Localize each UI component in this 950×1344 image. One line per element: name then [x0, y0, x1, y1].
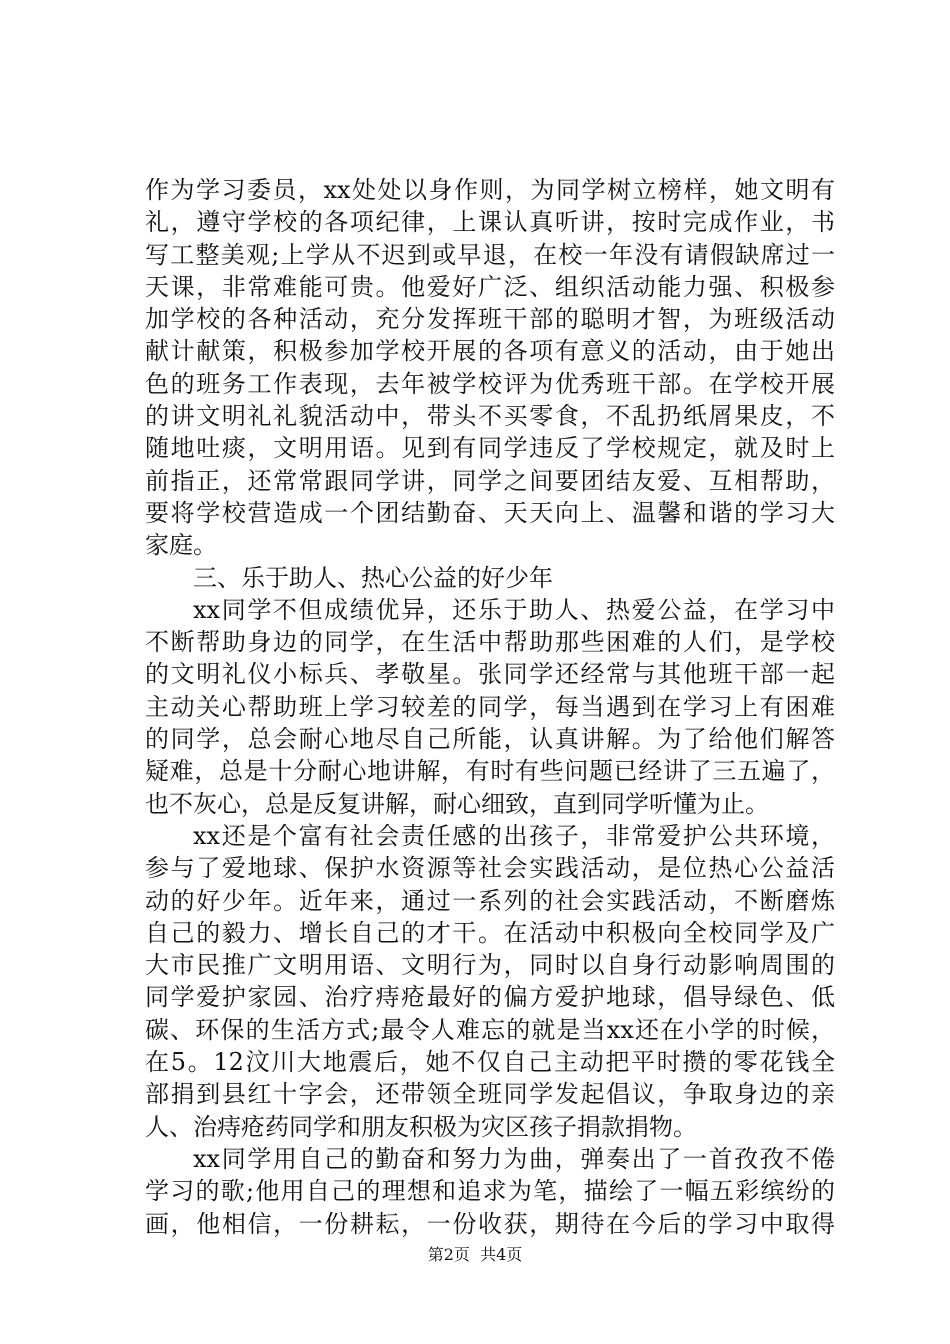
- text-line: 在5。12汶川大地震后，她不仅自己主动把平时攒的零花钱全: [145, 1048, 835, 1077]
- text-line: 的讲文明礼礼貌活动中，带头不买零食，不乱扔纸屑果皮，不: [145, 402, 835, 431]
- text-line: 三、乐于助人、热心公益的好少年: [193, 563, 553, 592]
- text-line: 天课，非常难能可贵。他爱好广泛、组织活动能力强、积极参: [145, 272, 835, 301]
- text-line: 的同学，总会耐心地尽自己所能，认真讲解。为了给他们解答: [145, 725, 835, 754]
- text-line: 的文明礼仪小标兵、孝敬星。张同学还经常与其他班干部一起: [145, 660, 835, 689]
- text-line: xx同学用自己的勤奋和努力为曲，弹奏出了一首孜孜不倦: [193, 1144, 835, 1173]
- page-total: 共4页: [480, 1245, 523, 1264]
- text-line: 礼，遵守学校的各项纪律，上课认真听讲，按时完成作业，书: [145, 208, 835, 237]
- text-line: 画，他相信，一份耕耘，一份收获，期待在今后的学习中取得: [145, 1209, 835, 1238]
- footer-separator: [470, 1245, 480, 1264]
- text-line: 动的好少年。近年来，通过一系列的社会实践活动，不断磨炼: [145, 886, 835, 915]
- text-line: 碳、环保的生活方式;最令人难忘的就是当xx还在小学的时候，: [145, 1015, 835, 1044]
- text-line: 大市民推广文明用语、文明行为，同时以自身行动影响周围的: [145, 951, 835, 980]
- text-line: 自己的毅力、增长自己的才干。在活动中积极向全校同学及广: [145, 918, 835, 947]
- text-line: 同学爱护家园、治疗痔疮最好的偏方爱护地球，倡导绿色、低: [145, 983, 835, 1012]
- text-line: 献计献策，积极参加学校开展的各项有意义的活动，由于她出: [145, 337, 835, 366]
- text-line: 作为学习委员，xx处处以身作则，为同学树立榜样，她文明有: [145, 176, 835, 204]
- text-line: 随地吐痰，文明用语。见到有同学违反了学校规定，就及时上: [145, 434, 835, 463]
- page-footer: [0, 1244, 950, 1266]
- text-line: 也不灰心，总是反复讲解，耐心细致，直到同学听懂为止。: [145, 789, 769, 818]
- text-line: 部捐到县红十字会，还带领全班同学发起倡议，争取身边的亲: [145, 1080, 835, 1109]
- text-line: 加学校的各种活动，充分发挥班干部的聪明才智，为班级活动: [145, 305, 835, 334]
- text-line: 主动关心帮助班上学习较差的同学，每当遇到在学习上有困难: [145, 692, 835, 721]
- text-line: 不断帮助身边的同学，在生活中帮助那些困难的人们，是学校: [145, 628, 835, 657]
- text-line: 前指正，还常常跟同学讲，同学之间要团结友爱、互相帮助，: [145, 466, 835, 495]
- text-line: 参与了爱地球、保护水资源等社会实践活动，是位热心公益活: [145, 854, 835, 883]
- text-line: 色的班务工作表现，去年被学校评为优秀班干部。在学校开展: [145, 369, 835, 398]
- text-line: 学习的歌;他用自己的理想和追求为笔，描绘了一幅五彩缤纷的: [145, 1177, 835, 1206]
- text-line: 人、治痔疮药同学和朋友积极为灾区孩子捐款捐物。: [145, 1112, 697, 1141]
- text-line: 疑难，总是十分耐心地讲解，有时有些问题已经讲了三五遍了，: [145, 757, 835, 786]
- text-line: xx同学不但成绩优异，还乐于助人、热爱公益，在学习中: [193, 595, 835, 624]
- text-line: 写工整美观;上学从不迟到或早退，在校一年没有请假缺席过一: [145, 240, 835, 269]
- text-line: 家庭。: [145, 531, 217, 560]
- page-number: 第2页: [427, 1245, 470, 1264]
- text-line: 要将学校营造成一个团结勤奋、天天向上、温馨和谐的学习大: [145, 498, 835, 527]
- text-line: xx还是个富有社会责任感的出孩子，非常爱护公共环境，: [193, 821, 835, 850]
- document-body: [145, 174, 835, 1240]
